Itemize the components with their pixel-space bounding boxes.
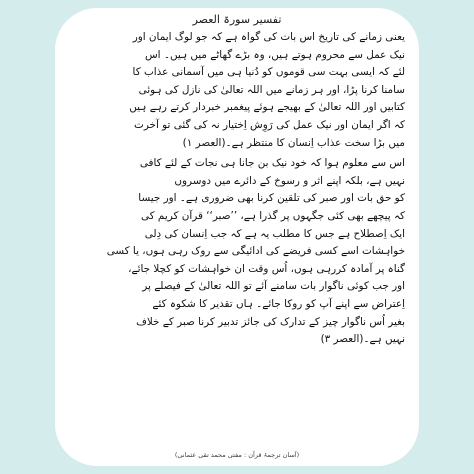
content-card (55, 8, 419, 466)
text-line: اور جب کوئی ناگوار بات سامنے آئے تو اللہ تعالیٰ کے فیصلے پر (142, 280, 405, 293)
source-citation: (آسان ترجمۂ قرآن : مفتی محمد تقی عثمانی) (174, 451, 300, 459)
text-line: اِعتراض سے اپنے آپ کو روکا جائے۔ ہاں تقدیر کا شکوہ کئے (152, 297, 405, 310)
text-line: سامنا کرنا پڑا، اور ہر زمانے میں اللہ تعالیٰ کی نازل کی ہوئی (138, 83, 405, 96)
text-line: لئے کہ ایسی بہت سی قوموں کو دُنیا ہی میں آسمانی عذاب کا (132, 66, 405, 79)
paragraph-2 (69, 155, 405, 349)
paragraph-1 (69, 29, 405, 152)
tafsir-body (69, 29, 405, 349)
text-line: نہیں ہے، بلکہ اپنے اثر و رسوخ کے دائرے میں دوسروں (174, 174, 405, 187)
text-line: کہ اگر ایمان اور نیک عمل کی رَوِش اِختیار نہ کی گئی تو آخرت (134, 118, 405, 131)
text-line: میں بڑا سخت عذاب اِنسان کا منتظر ہے۔(العصر ۱) (182, 136, 405, 149)
text-line: نیک عمل سے محروم ہوتے ہیں، وہ بڑے گھاٹے میں ہیں۔ اس (144, 48, 405, 61)
text-line: کتابیں اور اللہ تعالیٰ کے بھیجے ہوئے پیغمبر خبردار کرتے رہے ہیں (129, 101, 405, 114)
text-line: اس سے معلوم ہوا کہ خود نیک بن جانا ہی نجات کے لئے کافی (139, 157, 405, 170)
text-line: نہیں ہے۔(العصر ۳) (320, 333, 405, 346)
text-line: گناہ پر آمادہ کررہی ہوں، اُس وقت ان خواہشات کو کچلا جائے، (128, 262, 405, 275)
text-line: یعنی زمانے کی تاریخ اس بات کی گواہ ہے کہ جو لوگ ایمان اور (132, 31, 405, 43)
text-line: کہ پیچھے بھی کئی جگہوں پر گذرا ہے، ’’صبر‘‘ قرآن کریم کی (141, 209, 405, 222)
text-line: خواہشات اسے کسی فریضے کی ادائیگی سے روک رہی ہوں، یا کسی (106, 245, 405, 258)
page-title: تفسیر سورۃ العصر (192, 13, 282, 26)
text-line: ایک اِصطلاح ہے جس کا مطلب یہ ہے کہ جب اِنسان کی دِلی (144, 227, 405, 240)
text-line: بغیر اُس ناگوار چیز کے تدارک کی جائز تدبیر کرنا صبر کے خلاف (136, 315, 405, 328)
text-line: کو حق بات اور صبر کی تلقین کرنا بھی ضروری ہے۔ اور جیسا (138, 192, 405, 205)
